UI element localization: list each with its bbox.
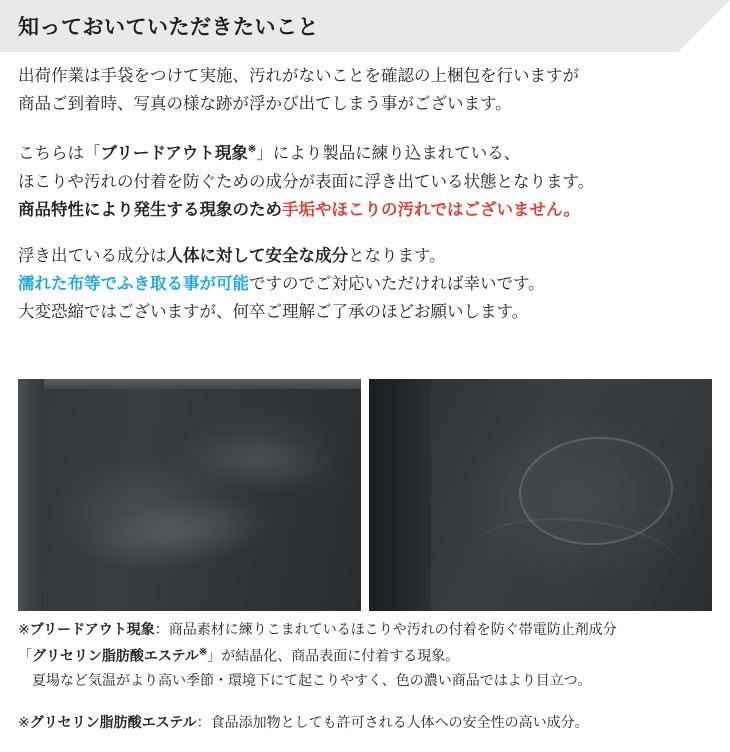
photo-left-smudge-primary: [69, 485, 287, 584]
paragraph-bleedout-line-2: [18, 196, 718, 224]
text-segment: ※: [18, 621, 30, 637]
page-title: 知っておいていただきたいこと: [18, 16, 319, 39]
header-corner-wedge: [678, 0, 730, 52]
text-segment: ブリードアウト現象: [29, 621, 155, 637]
photo-right-side-edge: [369, 379, 431, 611]
footnotes: [18, 617, 718, 752]
text-segment: ※: [198, 647, 208, 658]
text-segment: 商品特性により発生する現象のため: [18, 200, 282, 219]
text-segment: 濡れた布等でふき取る事が可能: [18, 274, 249, 293]
text-segment: 出荷作業は手袋をつけて実施、汚れがないことを確認の上梱包を行いますが: [18, 67, 579, 85]
footnote-bleedout: [18, 617, 718, 692]
paragraph-safety-line-0: [18, 242, 718, 270]
text-segment: 「: [18, 647, 32, 664]
paragraph-bleedout-line-0: [18, 136, 718, 168]
text-segment: 大変恐縮ではございますが、何卒ご理解ご了承のほどお願いします。: [18, 302, 529, 321]
footnote-bleedout-line-2: [18, 668, 718, 692]
text-segment: ：商品素材に練りこまれているほこりや汚れの付着を防ぐ帯電防止剤成分: [154, 621, 617, 637]
text-segment: 」により製品に練り込まれている、: [256, 144, 521, 163]
text-segment: ブリードアウト現象: [100, 144, 248, 163]
photo-right-arc-mark: [461, 510, 688, 611]
paragraph-shipping: [18, 62, 718, 118]
photo-surface-left: [18, 379, 361, 611]
photo-left-smudge-secondary: [165, 425, 350, 503]
body-text: [18, 62, 718, 344]
header-banner: [0, 0, 730, 52]
photo-left-side-edge: [18, 379, 44, 611]
text-segment: ですのでご対応いただければ幸いです。: [249, 274, 545, 293]
text-segment: こちらは「: [18, 144, 101, 163]
text-segment: 人体に対して安全な成分: [166, 246, 348, 265]
paragraph-shipping-line-1: [18, 90, 718, 118]
text-segment: ※: [18, 713, 30, 730]
paragraph-bleedout: [18, 136, 718, 224]
photo-left-top-edge: [18, 379, 361, 389]
paragraph-safety: [18, 242, 718, 326]
text-segment: ※: [247, 144, 257, 155]
paragraph-shipping-line-0: [18, 62, 718, 90]
paragraph-safety-line-2: [18, 298, 718, 326]
text-segment: ほこりや汚れの付着を防ぐための成分が表面に浮き出ている状態となります。: [18, 172, 595, 191]
text-segment: ：食品添加物としても許可される人体への安全性の高い成分。: [196, 713, 589, 730]
paragraph-bleedout-line-1: [18, 168, 718, 196]
footnote-glycerin: [18, 710, 718, 734]
text-segment: 手垢やほこりの汚れではございません。: [282, 200, 580, 219]
text-segment: 夏場など気温がより高い季節・環境下にて起こりやすく、色の濃い商品ではより目立つ。: [18, 671, 592, 688]
footnote-glycerin-line-0: [18, 710, 718, 734]
text-segment: 」が結晶化、商品表面に付着する現象。: [207, 647, 460, 664]
photo-gallery: [18, 379, 712, 611]
text-segment: 浮き出ている成分は: [18, 246, 167, 265]
text-segment: グリセリン脂肪酸エステル: [29, 713, 197, 730]
text-segment: グリセリン脂肪酸エステル: [32, 647, 199, 664]
footnote-bleedout-line-0: [18, 617, 718, 641]
photo-surface-right: [369, 379, 712, 611]
footnote-bleedout-line-1: [18, 641, 718, 668]
paragraph-safety-line-1: [18, 270, 718, 298]
text-segment: となります。: [348, 246, 446, 265]
text-segment: 商品ご到着時、写真の様な跡が浮かび出てしまう事がございます。: [18, 95, 512, 113]
